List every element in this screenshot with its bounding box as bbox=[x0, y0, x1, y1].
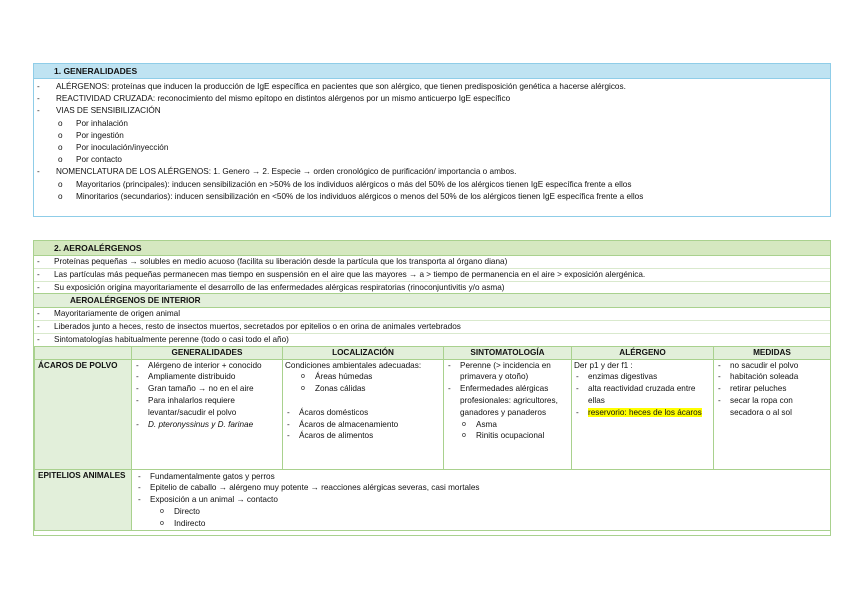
section-aeroalergenos bbox=[33, 240, 831, 536]
list-item: o Indirecto bbox=[134, 518, 828, 530]
list-item: o Por ingestión bbox=[58, 130, 124, 140]
list-item: - Perenne (> incidencia en primavera y otoño) bbox=[446, 360, 569, 384]
list-item: o Mayoritarios (principales): inducen sensibilización en >50% de los individuos alérgicos o más del 50% de los alérgicos tienen IgE específica frente a ellos bbox=[58, 179, 632, 189]
table-header: MEDIDAS bbox=[714, 346, 831, 359]
row-label: EPITELIOS ANIMALES bbox=[35, 469, 132, 530]
list-item: - Exposición a un animal → contacto bbox=[134, 494, 828, 506]
list-item: - D. pteronyssinus y D. farinae bbox=[134, 419, 280, 431]
list-item: - Ampliamente distribuido bbox=[134, 371, 280, 383]
list-item: o Por inoculación/inyección bbox=[58, 142, 169, 152]
section-generalidades bbox=[33, 63, 831, 217]
list-item: - Su exposición origina mayoritariamente el desarrollo de las enfermedades alérgicas respiratorias (rinoconjuntivitis y/o asma) bbox=[37, 282, 505, 292]
list-item: - Fundamentalmente gatos y perros bbox=[134, 471, 828, 483]
list-item: - Ácaros de almacenamiento bbox=[285, 419, 441, 431]
table-header: SINTOMATOLOGÍA bbox=[444, 346, 572, 359]
list-item: - Proteínas pequeñas → solubles en medio acuoso (facilita su liberación desde la partícula que los transporta al órgano diana) bbox=[34, 256, 830, 269]
subsection-title: AEROALÉRGENOS DE INTERIOR bbox=[34, 293, 830, 308]
list-item: - enzimas digestivas bbox=[574, 371, 711, 383]
list-item: - Las partículas más pequeñas permanecen mas tiempo en suspensión en el aire que las mayores → a > tiempo de permanencia en el aire > exposición alergénica. bbox=[34, 269, 830, 282]
aeroallergen-table bbox=[34, 346, 831, 531]
cell-sintomatologia bbox=[444, 359, 572, 469]
list-item: - alta reactividad cruzada entre ellas bbox=[574, 383, 711, 407]
cell-intro: Condiciones ambientales adecuadas: bbox=[285, 360, 422, 370]
list-item bbox=[574, 407, 711, 419]
list-item: o Por contacto bbox=[58, 155, 122, 165]
table-header-row bbox=[35, 346, 831, 359]
list-item: - Gran tamaño → no en el aire bbox=[134, 383, 280, 395]
list-item: - secar la ropa con secadora o al sol bbox=[716, 395, 828, 419]
list-item: - NOMENCLATURA DE LOS ALÉRGENOS: 1. Genero → 2. Especie → orden cronológico de purificación/ importancia o ambos. bbox=[37, 167, 517, 177]
list-item: - Alérgeno de interior + conocido bbox=[134, 360, 280, 372]
section-title: 2. AEROALÉRGENOS bbox=[34, 241, 830, 256]
cell-intro: Der p1 y der f1 : bbox=[574, 360, 633, 370]
cell-medidas bbox=[714, 359, 831, 469]
list-item: - REACTIVIDAD CRUZADA: reconocimiento del mismo epítopo en distintos alérgenos por un mismo anticuerpo IgE específico bbox=[37, 94, 511, 104]
list-item: - habitación soleada bbox=[716, 371, 828, 383]
list-item: - Ácaros de alimentos bbox=[285, 430, 441, 442]
list-item: - VIAS DE SENSIBILIZACIÓN bbox=[37, 106, 161, 116]
cell-epitelios bbox=[132, 469, 831, 530]
list-item: o Áreas húmedas bbox=[285, 371, 441, 383]
cell-alergeno bbox=[572, 359, 714, 469]
table-header: GENERALIDADES bbox=[132, 346, 283, 359]
cell-generalidades bbox=[132, 359, 283, 469]
list-item: - Ácaros domésticos bbox=[285, 407, 441, 419]
list-item: o Zonas cálidas bbox=[285, 383, 441, 395]
table-header: ALÉRGENO bbox=[572, 346, 714, 359]
list-item: - no sacudir el polvo bbox=[716, 360, 828, 372]
list-item: - Liberados junto a heces, resto de insectos muertos, secretados por epitelios o en orina de animales vertebrados bbox=[34, 321, 830, 334]
list-item: - Mayoritariamente de origen animal bbox=[34, 308, 830, 321]
table-header: LOCALIZACIÓN bbox=[283, 346, 444, 359]
list-item: - Enfermedades alérgicas profesionales: agricultores, ganadores y panaderos bbox=[446, 383, 569, 418]
table-row-epitelios bbox=[35, 469, 831, 530]
cell-localizacion bbox=[283, 359, 444, 469]
list-item: o Minoritarios (secundarios): inducen sensibilización en <50% de los individuos alérgicos o menos del 50% de los alérgicos tienen IgE específica frente a ellos bbox=[58, 191, 644, 201]
table-header-empty bbox=[35, 346, 132, 359]
list-item: o Asma bbox=[446, 419, 569, 431]
row-label: ÁCAROS DE POLVO bbox=[35, 359, 132, 469]
list-item: - Para inhalarlos requiere levantar/sacudir el polvo bbox=[134, 395, 280, 419]
list-item: - Sintomatologías habitualmente perenne (todo o casi todo el año) bbox=[37, 334, 289, 344]
list-item: o Por inhalación bbox=[58, 118, 128, 128]
table-row-acaros bbox=[35, 359, 831, 469]
highlighted-text: reservorio: heces de los ácaros bbox=[588, 407, 702, 417]
list-item: o Rinitis ocupacional bbox=[446, 430, 569, 442]
list-item: - Epitelio de caballo → alérgeno muy potente → reacciones alérgicas severas, casi mortales bbox=[134, 482, 828, 494]
list-item: - ALÉRGENOS: proteínas que inducen la producción de IgE específica en pacientes que son alérgico, que tienen predisposición genética a hacerse alérgicos. bbox=[37, 82, 626, 91]
list-item: o Directo bbox=[134, 506, 828, 518]
section-title: 1. GENERALIDADES bbox=[34, 64, 830, 79]
list-item: - retirar peluches bbox=[716, 383, 828, 395]
